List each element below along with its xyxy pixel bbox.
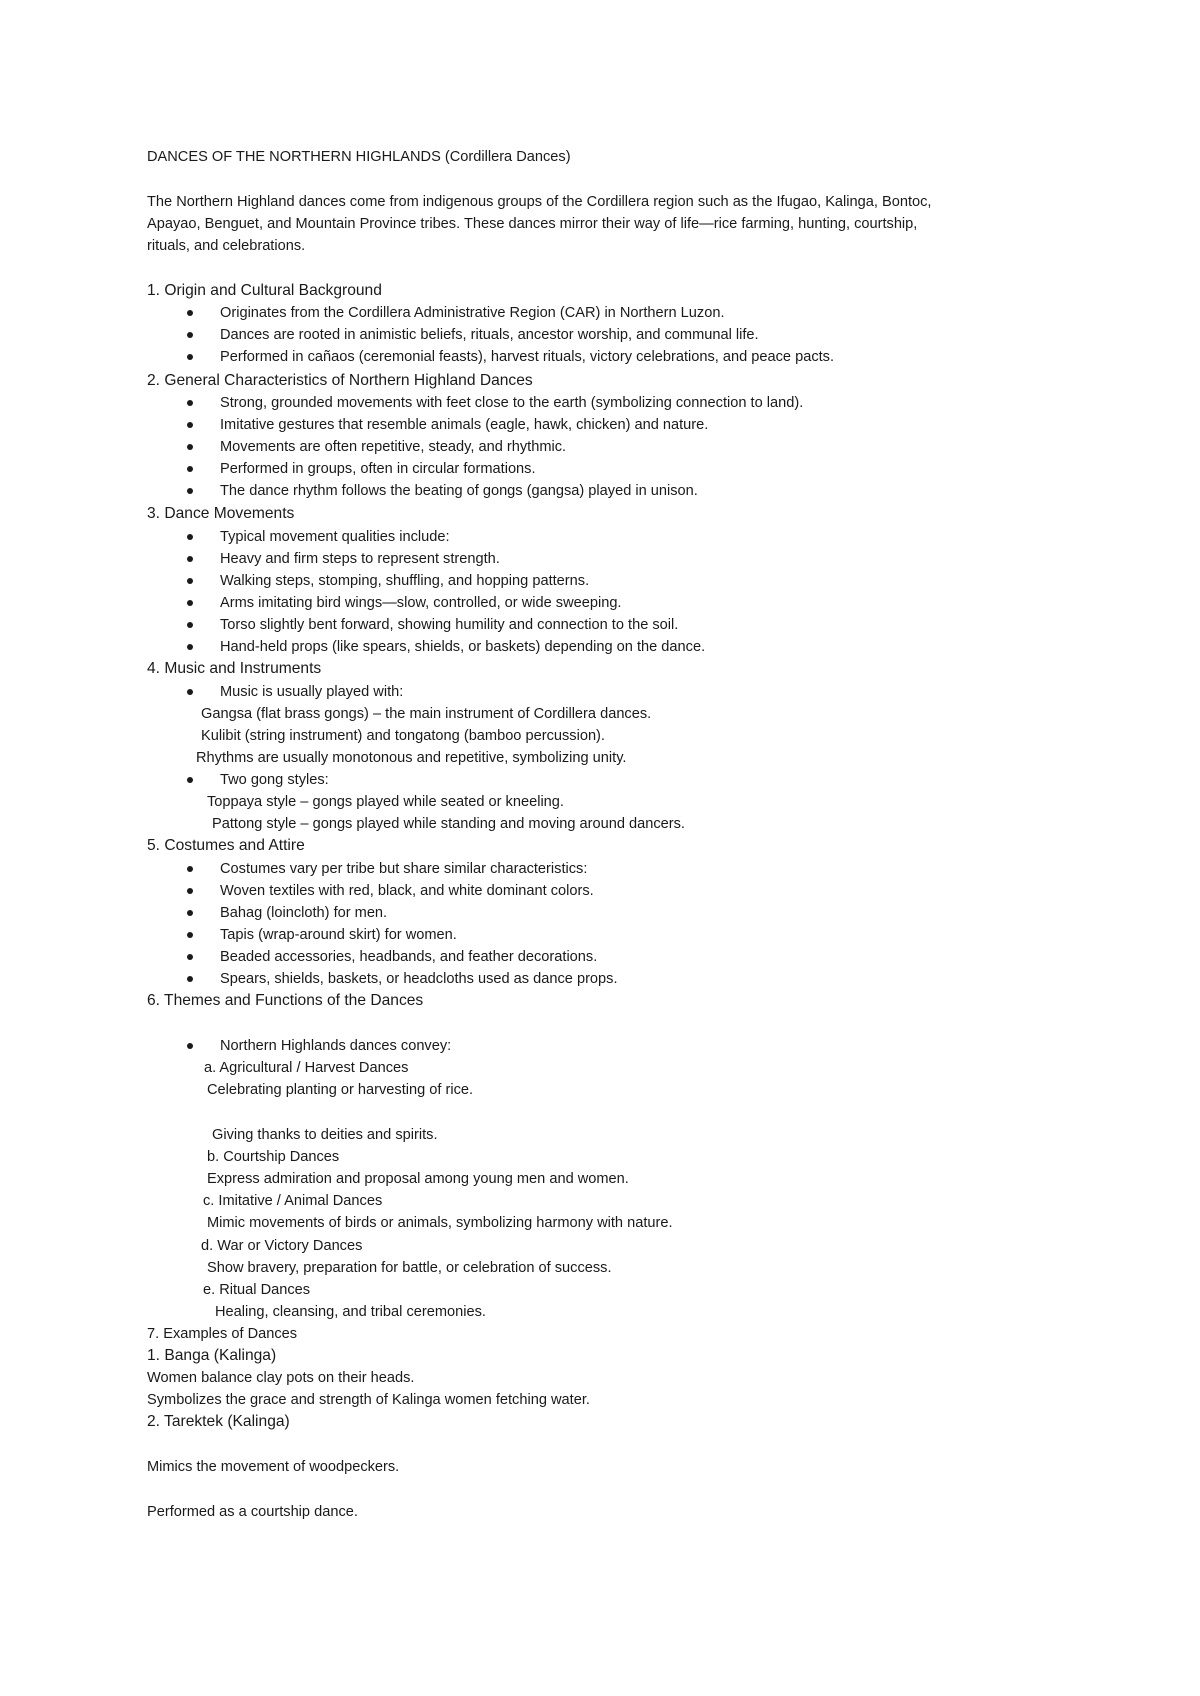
bullet-icon	[187, 976, 193, 982]
bullet-icon	[187, 354, 193, 360]
list-item: Arms imitating bird wings—slow, controlled, or wide sweeping.	[220, 595, 622, 611]
document-title: DANCES OF THE NORTHERN HIGHLANDS (Cordillera Dances)	[147, 149, 571, 165]
bullet-icon	[187, 488, 193, 494]
bullet-icon	[187, 866, 193, 872]
sub-item: Show bravery, preparation for battle, or celebration of success.	[207, 1260, 612, 1276]
list-item: Beaded accessories, headbands, and feather decorations.	[220, 949, 598, 965]
sub-item: Mimic movements of birds or animals, symbolizing harmony with nature.	[207, 1215, 673, 1231]
sub-item: Kulibit (string instrument) and tongatong (bamboo percussion).	[201, 728, 605, 744]
list-item: Torso slightly bent forward, showing humility and connection to the soil.	[220, 617, 679, 633]
bullet-icon	[187, 954, 193, 960]
sub-item: Gangsa (flat brass gongs) – the main instrument of Cordillera dances.	[201, 706, 652, 722]
bullet-icon	[187, 622, 193, 628]
bullet-icon	[187, 534, 193, 540]
list-item: Performed in groups, often in circular formations.	[220, 461, 536, 477]
subsection-heading: 2. Tarektek (Kalinga)	[147, 1413, 290, 1430]
bullet-icon	[187, 777, 193, 783]
sub-item: e. Ritual Dances	[203, 1282, 311, 1298]
bullet-icon	[187, 600, 193, 606]
section-heading: 5. Costumes and Attire	[147, 837, 305, 854]
list-item: Movements are often repetitive, steady, and rhythmic.	[220, 439, 567, 455]
sub-item: Healing, cleansing, and tribal ceremonies.	[215, 1304, 486, 1320]
bullet-icon	[187, 1043, 193, 1049]
section-heading: 6. Themes and Functions of the Dances	[147, 992, 424, 1009]
intro-line: Apayao, Benguet, and Mountain Province tribes. These dances mirror their way of life—rice farming, hunting, courtship,	[147, 216, 918, 232]
list-item: Heavy and firm steps to represent strength.	[220, 551, 500, 567]
sub-item: Rhythms are usually monotonous and repetitive, symbolizing unity.	[196, 750, 627, 766]
section-heading: 2. General Characteristics of Northern Highland Dances	[147, 372, 533, 389]
list-item: Music is usually played with:	[220, 684, 404, 700]
list-item: Costumes vary per tribe but share similar characteristics:	[220, 861, 588, 877]
list-item: Tapis (wrap-around skirt) for women.	[220, 927, 457, 943]
sub-item: Celebrating planting or harvesting of rice.	[207, 1082, 474, 1098]
intro-line: rituals, and celebrations.	[147, 238, 306, 254]
bullet-icon	[187, 556, 193, 562]
list-item: Woven textiles with red, black, and white dominant colors.	[220, 883, 594, 899]
body-line: Women balance clay pots on their heads.	[147, 1370, 415, 1386]
bullet-icon	[187, 932, 193, 938]
list-item: Strong, grounded movements with feet close to the earth (symbolizing connection to land).	[220, 395, 804, 411]
bullet-icon	[187, 310, 193, 316]
subsection-heading: 1. Banga (Kalinga)	[147, 1347, 277, 1364]
list-item: Imitative gestures that resemble animals (eagle, hawk, chicken) and nature.	[220, 417, 709, 433]
list-item: Dances are rooted in animistic beliefs, rituals, ancestor worship, and communal life.	[220, 327, 759, 343]
sub-item: c. Imitative / Animal Dances	[203, 1193, 383, 1209]
body-line: Symbolizes the grace and strength of Kalinga women fetching water.	[147, 1392, 590, 1408]
list-item: Spears, shields, baskets, or headcloths used as dance props.	[220, 971, 618, 987]
bullet-icon	[187, 466, 193, 472]
bullet-icon	[187, 888, 193, 894]
list-item: Two gong styles:	[220, 772, 329, 788]
section-heading: 3. Dance Movements	[147, 505, 295, 522]
sub-item: a. Agricultural / Harvest Dances	[204, 1060, 409, 1076]
list-item: Walking steps, stomping, shuffling, and hopping patterns.	[220, 573, 590, 589]
list-item: Bahag (loincloth) for men.	[220, 905, 388, 921]
bullet-icon	[187, 644, 193, 650]
bullet-icon	[187, 444, 193, 450]
bullet-icon	[187, 910, 193, 916]
sub-item: Toppaya style – gongs played while seated or kneeling.	[207, 794, 564, 810]
section-heading: 7. Examples of Dances	[147, 1326, 298, 1342]
sub-item: Express admiration and proposal among young men and women.	[207, 1171, 629, 1187]
bullet-icon	[187, 689, 193, 695]
bullet-icon	[187, 332, 193, 338]
list-item: Hand-held props (like spears, shields, or baskets) depending on the dance.	[220, 639, 706, 655]
body-line: Performed as a courtship dance.	[147, 1504, 358, 1520]
bullet-icon	[187, 422, 193, 428]
list-item: The dance rhythm follows the beating of gongs (gangsa) played in unison.	[220, 483, 698, 499]
bullet-icon	[187, 578, 193, 584]
section-heading: 1. Origin and Cultural Background	[147, 282, 382, 299]
sub-item: Giving thanks to deities and spirits.	[212, 1127, 438, 1143]
sub-item: b. Courtship Dances	[207, 1149, 340, 1165]
sub-item: d. War or Victory Dances	[201, 1238, 363, 1254]
bullet-icon	[187, 400, 193, 406]
section-heading: 4. Music and Instruments	[147, 660, 322, 677]
list-item: Performed in cañaos (ceremonial feasts), harvest rituals, victory celebrations, and peace pacts.	[220, 349, 835, 365]
sub-item: Pattong style – gongs played while standing and moving around dancers.	[212, 816, 685, 832]
list-item: Northern Highlands dances convey:	[220, 1038, 452, 1054]
body-line: Mimics the movement of woodpeckers.	[147, 1459, 400, 1475]
list-item: Typical movement qualities include:	[220, 529, 450, 545]
intro-line: The Northern Highland dances come from indigenous groups of the Cordillera region such as the Ifugao, Kalinga, Bontoc,	[147, 194, 932, 210]
list-item: Originates from the Cordillera Administrative Region (CAR) in Northern Luzon.	[220, 305, 725, 321]
